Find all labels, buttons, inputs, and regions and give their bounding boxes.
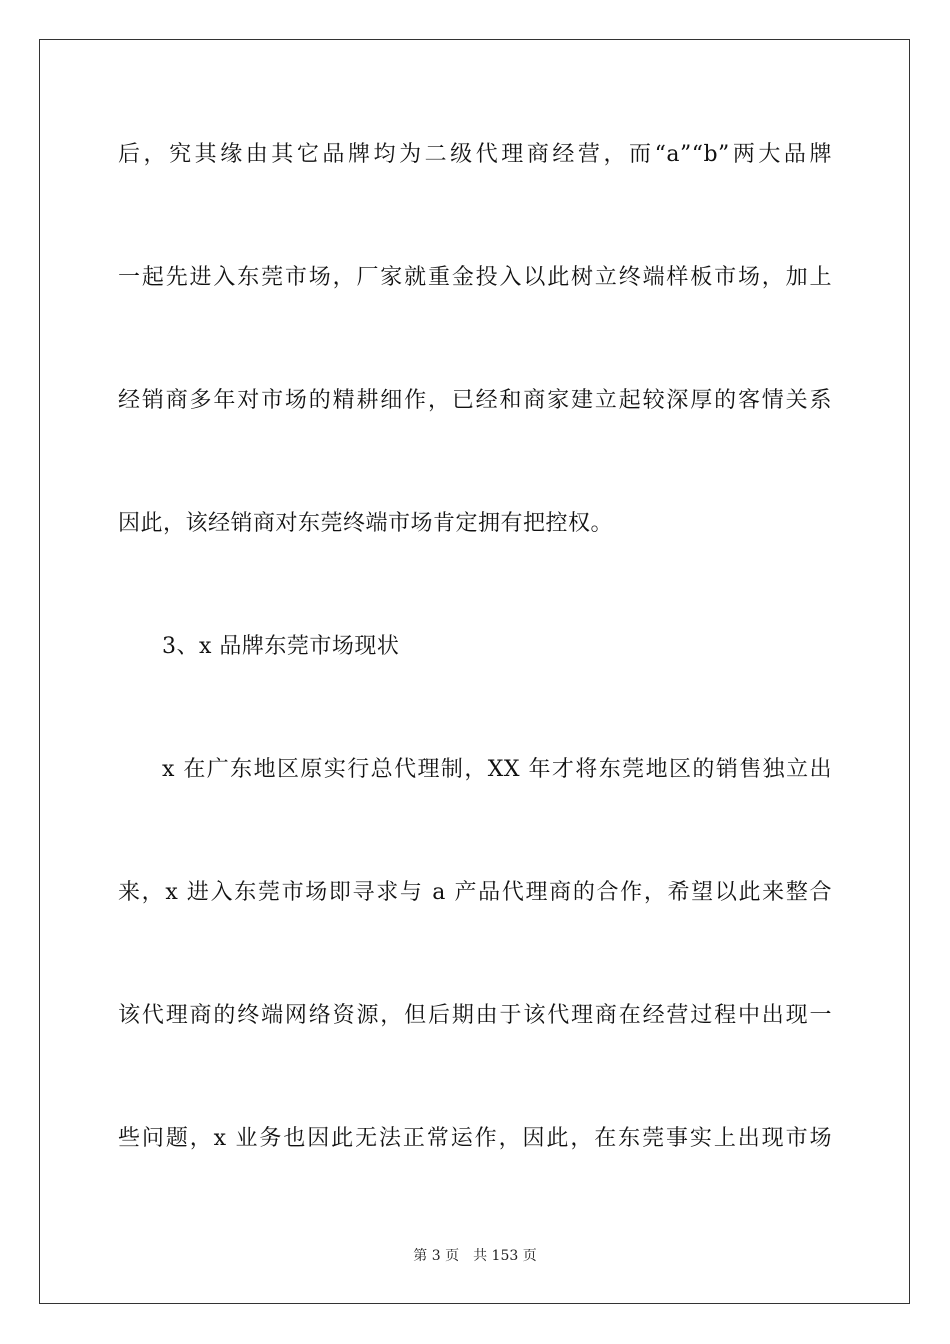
body-text-line: 一起先进入东莞市场，厂家就重金投入以此树立终端样板市场，加上 — [118, 265, 832, 290]
page-total: 共 153 页 — [473, 1248, 537, 1264]
body-text-line: 些问题，x 业务也因此无法正常运作，因此，在东莞事实上出现市场 — [118, 1126, 832, 1151]
body-text-line: 后，究其缘由其它品牌均为二级代理商经营，而“a”“b”两大品牌 — [118, 142, 832, 167]
body-text-line: 来，x 进入东莞市场即寻求与 a 产品代理商的合作，希望以此来整合 — [118, 880, 832, 905]
page-number: 第 3 页 — [413, 1248, 460, 1264]
body-text-line: x 在广东地区原实行总代理制，XX 年才将东莞地区的销售独立出 — [162, 757, 832, 782]
body-text-line: 因此，该经销商对东莞终端市场肯定拥有把控权。 — [118, 511, 614, 536]
body-text-line: 经销商多年对市场的精耕细作，已经和商家建立起较深厚的客情关系 — [118, 388, 832, 413]
body-text-line: 该代理商的终端网络资源，但后期由于该代理商在经营过程中出现一 — [118, 1003, 832, 1028]
page-frame — [39, 39, 910, 1304]
section-heading: 3、x 品牌东莞市场现状 — [162, 634, 400, 659]
page-footer — [0, 1246, 950, 1266]
